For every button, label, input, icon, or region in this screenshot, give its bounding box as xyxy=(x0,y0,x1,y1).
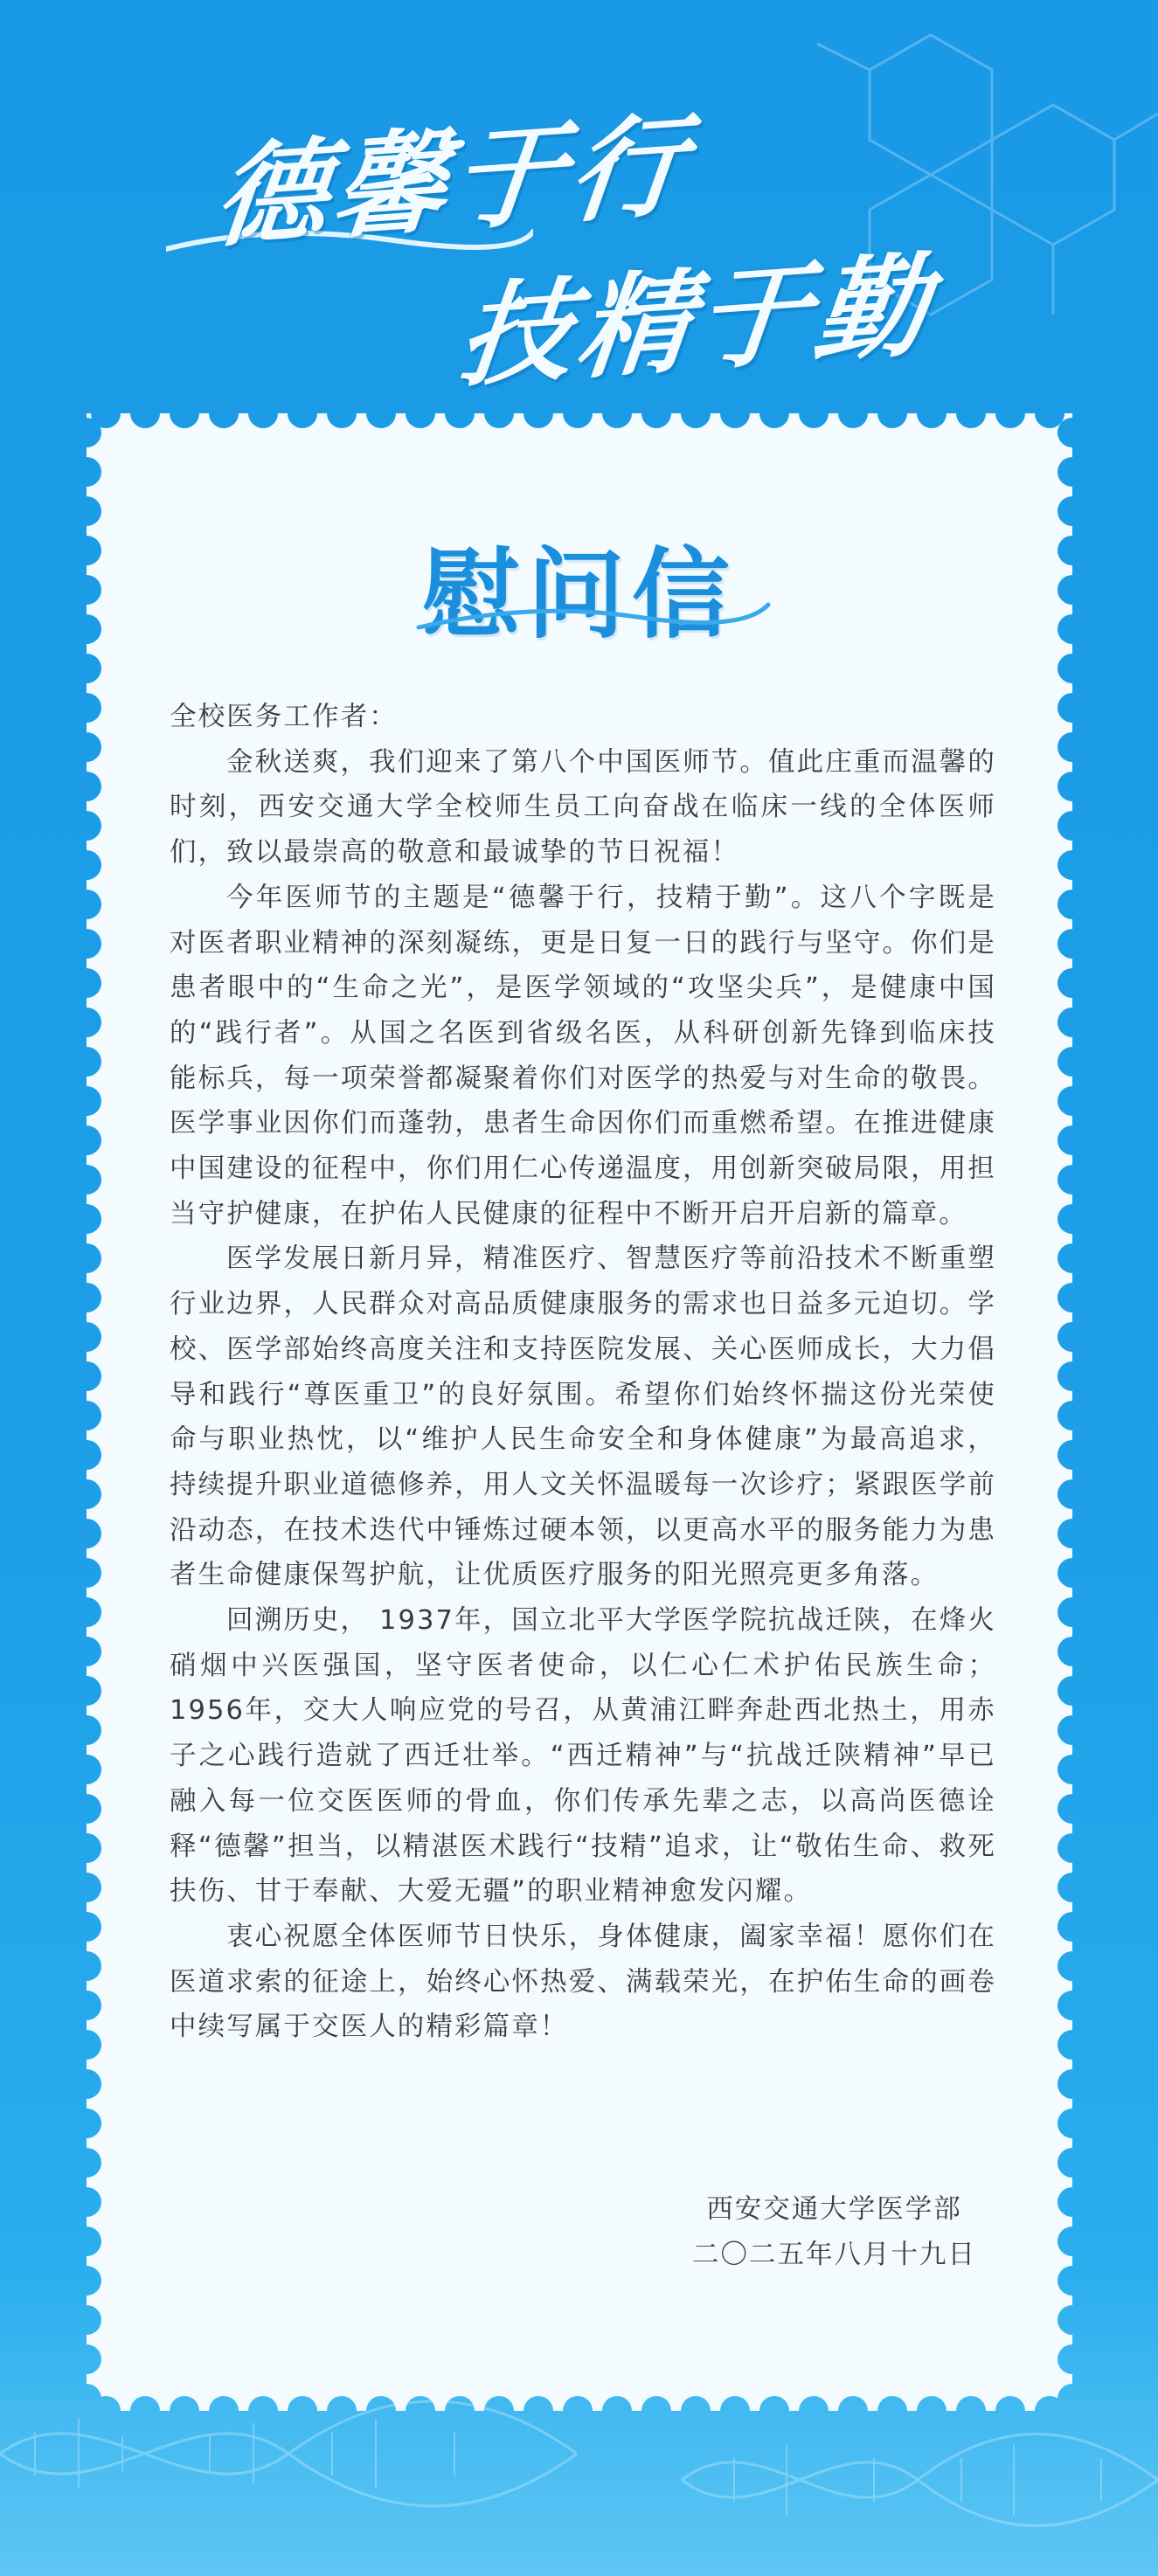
slogan-line-2: 技精于勤 xyxy=(453,239,940,404)
signature-date: 二〇二五年八月十九日 xyxy=(692,2240,976,2270)
paragraph: 医学发展日新月异，精准医疗、智慧医疗等前沿技术不断重塑行业边界，人民群众对高品质健康服务的需求也日益多元迫切。学校、医学部始终高度关注和支持医院发展、关心医师成长，大力倡导和践行“尊医重卫”的良好氛围。希望你们始终怀揣这份光荣使命与职业热忱，以“维护人民生命安全和身体健康”为最高追求，持续提升职业道德修养，用人文关怀温暖每一次诊疗；紧跟医学前沿动态，在技术迭代中锤炼过硬本领，以更高水平的服务能力为患者生命健康保驾护航，让优质医疗服务的阳光照亮更多角落。 xyxy=(170,1243,996,1591)
slogan-line-1: 德馨于行 xyxy=(208,100,696,264)
salutation: 全校医务工作者： xyxy=(170,702,398,732)
title-swoosh-decoration xyxy=(410,592,777,645)
paragraph: 今年医师节的主题是“德馨于行，技精于勤”。这八个字既是对医者职业精神的深刻凝练，更是日复一日的践行与坚守。你们是患者眼中的“生命之光”，是医学领域的“攻坚尖兵”，是健康中国的“践行者”。从国之名医到省级名医，从科研创新先锋到临床技能标兵，每一项荣誉都凝聚着你们对医学的热爱与对生命的敬畏。医学事业因你们而蓬勃，患者生命因你们而重燃希望。在推进健康中国建设的征程中，你们用仁心传递温度，用创新突破局限，用担当守护健康，在护佑人民健康的征程中不断开启开启新的篇章。 xyxy=(170,882,996,1229)
paragraph: 回溯历史， 1937年，国立北平大学医学院抗战迁陕，在烽火硝烟中兴医强国，坚守医者使命，以仁心仁术护佑民族生命；1956年，交大人响应党的号召，从黄浦江畔奔赴西北热土，用赤子之心践行造就了西迁壮举。“西迁精神”与“抗战迁陕精神”早已融入每一位交医医师的骨血，你们传承先辈之志，以高尚医德诠释“德馨”担当，以精湛医术践行“技精”追求，让“敬佑生命、救死扶伤、甘于奉献、大爱无疆”的职业精神愈发闪耀。 xyxy=(170,1605,996,1908)
letter-card xyxy=(87,413,1072,2411)
letter-body xyxy=(170,695,996,2050)
signature-org: 西安交通大学医学部 xyxy=(706,2194,962,2225)
slogan xyxy=(184,83,970,404)
signature-block xyxy=(692,2187,976,2278)
letter-title: 慰问信 xyxy=(422,537,737,652)
paragraph: 衷心祝愿全体医师节日快乐，身体健康，阖家幸福！愿你们在医道求索的征途上，始终心怀热爱、满载荣光，在护佑生命的画卷中续写属于交医人的精彩篇章！ xyxy=(170,1921,996,2043)
paragraph: 金秋送爽，我们迎来了第八个中国医师节。值此庄重而温馨的时刻，西安交通大学全校师生员工向奋战在临床一线的全体医师们，致以最崇高的敬意和最诚挚的节日祝福！ xyxy=(170,746,996,869)
